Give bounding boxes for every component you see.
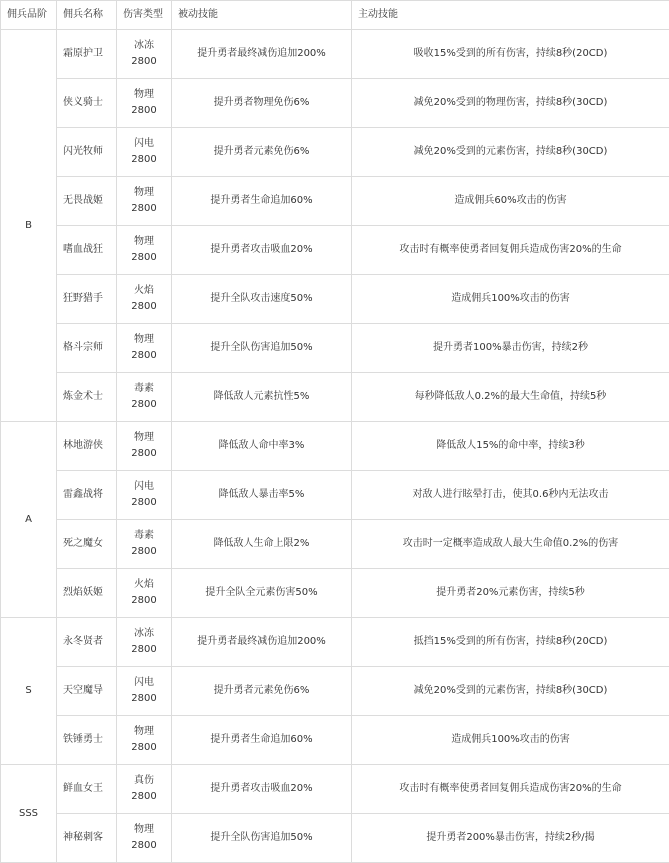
mercenary-name: 永冬贤者 bbox=[57, 618, 117, 667]
mercenary-name: 无畏战姬 bbox=[57, 177, 117, 226]
passive-skill: 提升勇者最终减伤追加200% bbox=[172, 618, 352, 667]
passive-skill: 提升全队伤害追加50% bbox=[172, 814, 352, 863]
passive-skill: 提升全队伤害追加50% bbox=[172, 324, 352, 373]
mercenary-name: 格斗宗师 bbox=[57, 324, 117, 373]
damage-type-cell bbox=[117, 30, 172, 79]
damage-value: 2800 bbox=[117, 299, 171, 315]
mercenary-name: 神秘刺客 bbox=[57, 814, 117, 863]
mercenary-name: 铁锤勇士 bbox=[57, 716, 117, 765]
active-skill: 吸收15%受到的所有伤害，持续8秒(20CD) bbox=[352, 30, 669, 79]
damage-value: 2800 bbox=[117, 54, 171, 70]
damage-type: 物理 bbox=[117, 724, 171, 740]
damage-type-cell bbox=[117, 569, 172, 618]
tier-cell: SSS bbox=[1, 765, 57, 863]
table-row bbox=[1, 814, 669, 863]
active-skill: 造成佣兵100%攻击的伤害 bbox=[352, 275, 669, 324]
active-skill: 降低敌人15%的命中率，持续3秒 bbox=[352, 422, 669, 471]
active-skill: 每秒降低敌人0.2%的最大生命值，持续5秒 bbox=[352, 373, 669, 422]
damage-type-cell bbox=[117, 471, 172, 520]
damage-type: 火焰 bbox=[117, 577, 171, 593]
table-row bbox=[1, 373, 669, 422]
active-skill: 攻击时有概率使勇者回复佣兵造成伤害20%的生命 bbox=[352, 765, 669, 814]
damage-type: 冰冻 bbox=[117, 38, 171, 54]
active-skill: 提升勇者20%元素伤害，持续5秒 bbox=[352, 569, 669, 618]
header-name: 佣兵名称 bbox=[57, 1, 117, 30]
damage-type: 闪电 bbox=[117, 136, 171, 152]
table-row bbox=[1, 79, 669, 128]
damage-value: 2800 bbox=[117, 642, 171, 658]
damage-type: 物理 bbox=[117, 430, 171, 446]
table-row bbox=[1, 765, 669, 814]
damage-type-cell bbox=[117, 128, 172, 177]
mercenary-name: 闪光牧师 bbox=[57, 128, 117, 177]
header-row bbox=[1, 1, 669, 30]
damage-type: 真伤 bbox=[117, 773, 171, 789]
damage-value: 2800 bbox=[117, 152, 171, 168]
damage-type-cell bbox=[117, 520, 172, 569]
damage-value: 2800 bbox=[117, 495, 171, 511]
active-skill: 造成佣兵60%攻击的伤害 bbox=[352, 177, 669, 226]
damage-value: 2800 bbox=[117, 691, 171, 707]
active-skill: 攻击时有概率使勇者回复佣兵造成伤害20%的生命 bbox=[352, 226, 669, 275]
damage-type: 冰冻 bbox=[117, 626, 171, 642]
damage-type: 闪电 bbox=[117, 479, 171, 495]
damage-value: 2800 bbox=[117, 397, 171, 413]
active-skill: 减免20%受到的元素伤害，持续8秒(30CD) bbox=[352, 128, 669, 177]
table-row bbox=[1, 275, 669, 324]
tier-cell: A bbox=[1, 422, 57, 618]
table-row bbox=[1, 520, 669, 569]
damage-type: 闪电 bbox=[117, 675, 171, 691]
passive-skill: 提升勇者最终减伤追加200% bbox=[172, 30, 352, 79]
damage-type: 物理 bbox=[117, 87, 171, 103]
table-row bbox=[1, 569, 669, 618]
header-tier: 佣兵品阶 bbox=[1, 1, 57, 30]
passive-skill: 降低敌人生命上限2% bbox=[172, 520, 352, 569]
active-skill: 造成佣兵100%攻击的伤害 bbox=[352, 716, 669, 765]
damage-value: 2800 bbox=[117, 740, 171, 756]
header-active-skill: 主动技能 bbox=[352, 1, 669, 30]
passive-skill: 提升勇者生命追加60% bbox=[172, 177, 352, 226]
damage-type: 火焰 bbox=[117, 283, 171, 299]
mercenary-name: 嗜血战狂 bbox=[57, 226, 117, 275]
active-skill: 对敌人进行眩晕打击，使其0.6秒内无法攻击 bbox=[352, 471, 669, 520]
damage-type-cell bbox=[117, 275, 172, 324]
table-row bbox=[1, 177, 669, 226]
passive-skill: 提升勇者攻击吸血20% bbox=[172, 765, 352, 814]
damage-type-cell bbox=[117, 814, 172, 863]
damage-type: 物理 bbox=[117, 234, 171, 250]
header-passive-skill: 被动技能 bbox=[172, 1, 352, 30]
damage-value: 2800 bbox=[117, 593, 171, 609]
table-row bbox=[1, 471, 669, 520]
table-row bbox=[1, 30, 669, 79]
damage-type-cell bbox=[117, 618, 172, 667]
table-row bbox=[1, 128, 669, 177]
mercenary-name: 天空魔导 bbox=[57, 667, 117, 716]
mercenary-name: 林地游侠 bbox=[57, 422, 117, 471]
damage-type-cell bbox=[117, 79, 172, 128]
table-row bbox=[1, 667, 669, 716]
tier-cell: S bbox=[1, 618, 57, 765]
table-row bbox=[1, 324, 669, 373]
passive-skill: 提升勇者元素免伤6% bbox=[172, 128, 352, 177]
table-row bbox=[1, 226, 669, 275]
active-skill: 减免20%受到的元素伤害，持续8秒(30CD) bbox=[352, 667, 669, 716]
active-skill: 减免20%受到的物理伤害，持续8秒(30CD) bbox=[352, 79, 669, 128]
mercenary-name: 霜原护卫 bbox=[57, 30, 117, 79]
damage-value: 2800 bbox=[117, 789, 171, 805]
tier-cell: B bbox=[1, 30, 57, 422]
damage-type-cell bbox=[117, 422, 172, 471]
mercenary-name: 侠义骑士 bbox=[57, 79, 117, 128]
damage-type-cell bbox=[117, 373, 172, 422]
table-row bbox=[1, 618, 669, 667]
mercenary-name: 雷鑫战将 bbox=[57, 471, 117, 520]
damage-value: 2800 bbox=[117, 201, 171, 217]
damage-type-cell bbox=[117, 177, 172, 226]
damage-type-cell bbox=[117, 226, 172, 275]
damage-type: 毒素 bbox=[117, 381, 171, 397]
passive-skill: 降低敌人元素抗性5% bbox=[172, 373, 352, 422]
mercenary-name: 死之魔女 bbox=[57, 520, 117, 569]
damage-value: 2800 bbox=[117, 250, 171, 266]
passive-skill: 提升全队全元素伤害50% bbox=[172, 569, 352, 618]
damage-type-cell bbox=[117, 324, 172, 373]
passive-skill: 提升勇者元素免伤6% bbox=[172, 667, 352, 716]
damage-value: 2800 bbox=[117, 838, 171, 854]
mercenary-name: 鲜血女王 bbox=[57, 765, 117, 814]
passive-skill: 提升勇者物理免伤6% bbox=[172, 79, 352, 128]
mercenary-name: 烈焰妖姬 bbox=[57, 569, 117, 618]
damage-type: 毒素 bbox=[117, 528, 171, 544]
table-row bbox=[1, 422, 669, 471]
damage-type: 物理 bbox=[117, 185, 171, 201]
passive-skill: 提升勇者攻击吸血20% bbox=[172, 226, 352, 275]
active-skill: 攻击时一定概率造成敌人最大生命值0.2%的伤害 bbox=[352, 520, 669, 569]
mercenary-name: 狂野猎手 bbox=[57, 275, 117, 324]
active-skill: 提升勇者100%暴击伤害，持续2秒 bbox=[352, 324, 669, 373]
damage-type-cell bbox=[117, 765, 172, 814]
damage-type-cell bbox=[117, 716, 172, 765]
passive-skill: 提升勇者生命追加60% bbox=[172, 716, 352, 765]
mercenary-name: 炼金术士 bbox=[57, 373, 117, 422]
damage-value: 2800 bbox=[117, 348, 171, 364]
header-damage-type: 伤害类型 bbox=[117, 1, 172, 30]
damage-value: 2800 bbox=[117, 446, 171, 462]
passive-skill: 降低敌人暴击率5% bbox=[172, 471, 352, 520]
passive-skill: 降低敌人命中率3% bbox=[172, 422, 352, 471]
damage-value: 2800 bbox=[117, 544, 171, 560]
damage-value: 2800 bbox=[117, 103, 171, 119]
damage-type: 物理 bbox=[117, 332, 171, 348]
damage-type-cell bbox=[117, 667, 172, 716]
damage-type: 物理 bbox=[117, 822, 171, 838]
active-skill: 提升勇者200%暴击伤害，持续2秒/揭 bbox=[352, 814, 669, 863]
table-row bbox=[1, 716, 669, 765]
active-skill: 抵挡15%受到的所有伤害，持续8秒(20CD) bbox=[352, 618, 669, 667]
passive-skill: 提升全队攻击速度50% bbox=[172, 275, 352, 324]
